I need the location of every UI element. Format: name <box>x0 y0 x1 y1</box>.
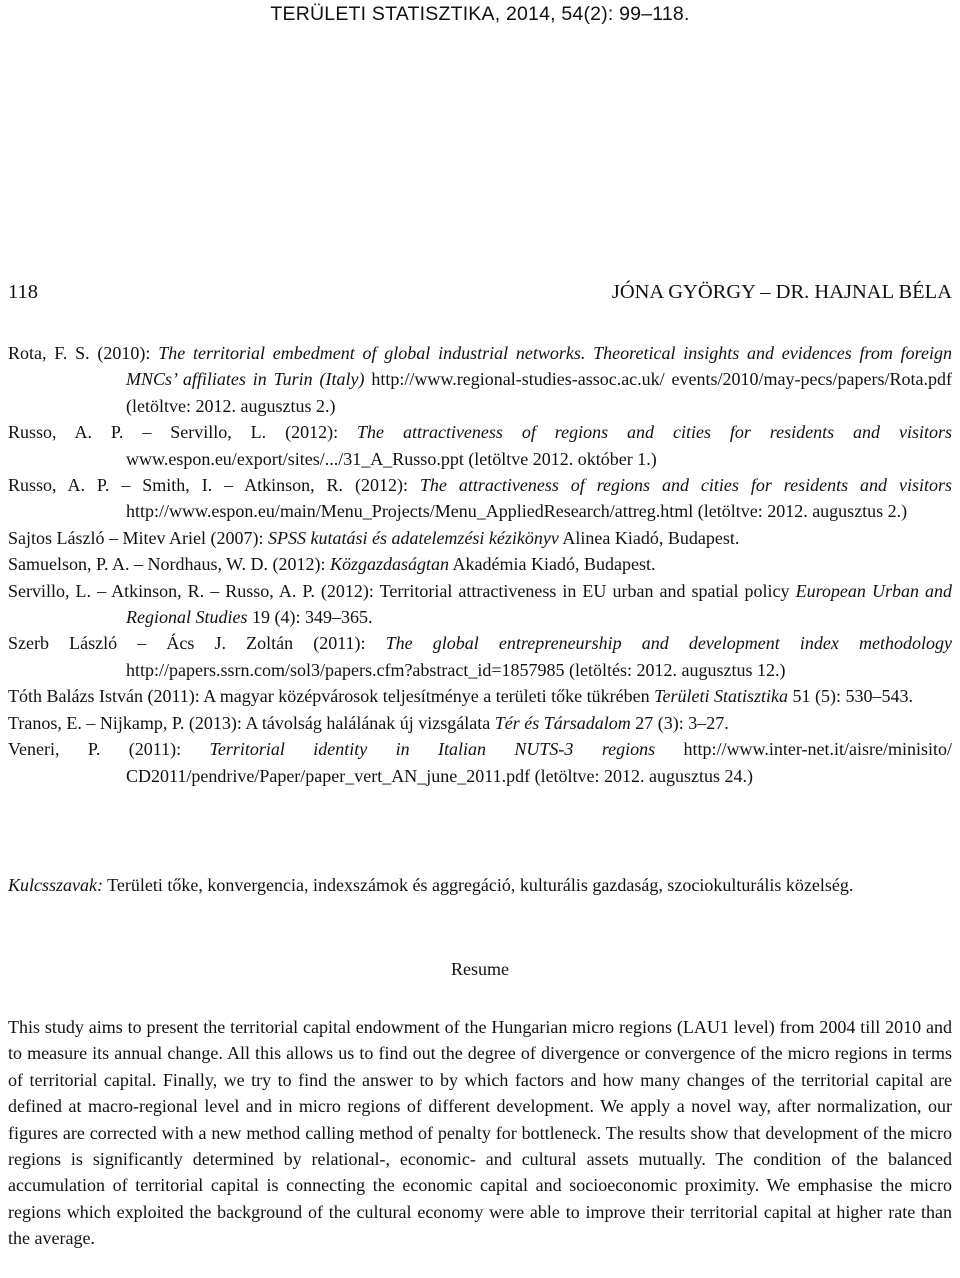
reference-title: Tér és Társadalom <box>494 712 631 733</box>
reference-title: Területi Statisztika <box>654 686 788 707</box>
reference-item: Veneri, P. (2011): Territorial identity in Italian NUTS-3 regions http://www.inter-net.it/aisre/minisito/ CD2011/pendrive/Paper/paper_vert_AN_june_2011.pdf (letöltve: 2012. augusztus 24.) <box>8 739 952 786</box>
resume-text: This study aims to present the territorial capital endowment of the Hungarian micro regions (LAU1 level) from 2004 till 2010 and to measure its annual change. All this allows us to find out the degree of divergence or convergence of the micro regions in terms of territorial capital. Finally, we try to find the answer to by which factors and how many changes of the territorial capital are defined at macro-regional level and in micro regions of different development. We apply a novel way, after normalization, our figures are corrected with a new method calling method of penalty for bottleneck. The results show that development of the micro regions is significantly determined by relational-, economic- and cultural assets mutually. The condition of the balanced accumulation of territorial capital is connecting the economic capital and socioeconomic proximity. We emphasise the micro regions which exploited the background of the cultural economy were able to improve their territorial capital at higher rate than the average. <box>8 1017 952 1249</box>
journal-header: TERÜLETI STATISZTIKA, 2014, 54(2): 99–118. <box>270 3 690 25</box>
reference-item: Tranos, E. – Nijkamp, P. (2013): A távolság halálának új vizsgálata Tér és Társadalom 27 (3): 3–27. <box>8 712 729 733</box>
reference-title: Közgazdaságtan <box>330 554 450 575</box>
keywords <box>8 872 952 898</box>
keywords-text: Területi tőke, konvergencia, indexszámok és aggregáció, kulturális gazdaság, szociokulturális közelség. <box>102 875 854 895</box>
reference-title: The territorial embedment of global industrial networks. Theoretical insights and evidences from foreign MNCs’ affiliates in Turin (Italy) <box>126 343 952 390</box>
reference-list <box>8 340 952 789</box>
reference-title: SPSS kutatási és adatelemzési kézikönyv <box>267 527 559 548</box>
keywords-label: Kulcsszavak: <box>8 875 103 895</box>
reference-item: Samuelson, P. A. – Nordhaus, W. D. (2012): Közgazdaságtan Akadémia Kiadó, Budapest. <box>8 554 656 575</box>
running-authors: JÓNA GYÖRGY – DR. HAJNAL BÉLA <box>611 281 952 303</box>
resume-title: Resume <box>451 959 509 979</box>
reference-item: Russo, A. P. – Servillo, L. (2012): The attractiveness of regions and cities for residents and visitors www.espon.eu/export/sites/.../31_A_Russo.ppt (letöltve 2012. október 1.) <box>8 422 952 469</box>
reference-item: Servillo, L. – Atkinson, R. – Russo, A. P. (2012): Territorial attractiveness in EU urban and spatial policy European Urban and Regional Studies 19 (4): 349–365. <box>8 580 952 628</box>
reference-title: European Urban and Regional Studies <box>126 580 952 628</box>
reference-title: The attractiveness of regions and cities for residents and visitors <box>357 422 952 443</box>
reference-title: The global entrepreneurship and development index methodology <box>385 633 952 654</box>
reference-title: The attractiveness of regions and cities for residents and visitors <box>419 475 952 496</box>
reference-item: Rota, F. S. (2010): The territorial embedment of global industrial networks. Theoretical insights and evidences from foreign MNCs’ affiliates in Turin (Italy) http://www.regional-studies-assoc.ac.uk/ events/2010/may-pecs/papers/Rota.pdf (letöltve: 2012. augusztus 2.) <box>8 343 952 416</box>
reference-item: Szerb László – Ács J. Zoltán (2011): The global entrepreneurship and development index methodology http://papers.ssrn.com/sol3/papers.cfm?abstract_id=1857985 (letöltés: 2012. augusztus 12.) <box>8 633 952 680</box>
reference-item: Tóth Balázs István (2011): A magyar középvárosok teljesítménye a területi tőke tükrében Területi Statisztika 51 (5): 530–543. <box>8 686 913 707</box>
page-number: 118 <box>8 281 38 303</box>
reference-item: Russo, A. P. – Smith, I. – Atkinson, R. (2012): The attractiveness of regions and cities for residents and visitors http://www.espon.eu/main/Menu_Projects/Menu_AppliedResearch/attreg.html (letöltve: 2012. augusztus 2.) <box>8 475 952 522</box>
page-header <box>8 279 952 305</box>
reference-title: Territorial identity in Italian NUTS-3 regions <box>209 739 656 760</box>
reference-item: Sajtos László – Mitev Ariel (2007): SPSS kutatási és adatelemzési kézikönyv Alinea Kiadó, Budapest. <box>8 527 740 548</box>
